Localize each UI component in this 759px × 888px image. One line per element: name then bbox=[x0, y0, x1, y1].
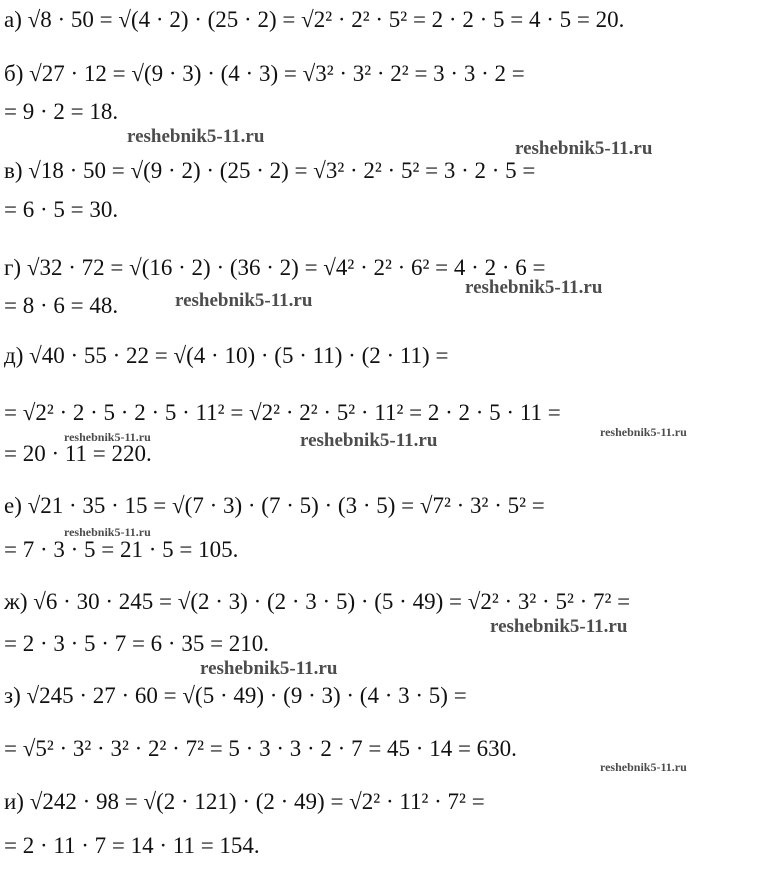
watermark: reshebnik5-11.ru bbox=[515, 138, 653, 159]
solution-line: = 20 · 11 = 220. bbox=[4, 441, 152, 466]
solution-line: ж) √6 · 30 · 245 = √(2 · 3) · (2 · 3 · 5) · (5 · 49) = √2² · 3² · 5² · 7² = bbox=[4, 589, 631, 614]
solution-line: = 9 · 2 = 18. bbox=[4, 99, 119, 124]
watermark: reshebnik5-11.ru bbox=[600, 425, 687, 439]
watermark: reshebnik5-11.ru bbox=[600, 760, 687, 774]
solution-line: и) √242 · 98 = √(2 · 121) · (2 · 49) = √2² · 11² · 7² = bbox=[4, 789, 485, 814]
watermark: reshebnik5-11.ru bbox=[200, 658, 338, 679]
solution-line: е) √21 · 35 · 15 = √(7 · 3) · (7 · 5) · (3 · 5) = √7² · 3² · 5² = bbox=[4, 493, 545, 518]
watermark: reshebnik5-11.ru bbox=[64, 430, 151, 444]
solution-line: = 2 · 3 · 5 · 7 = 6 · 35 = 210. bbox=[4, 631, 270, 656]
watermark: reshebnik5-11.ru bbox=[175, 290, 313, 311]
solution-line: = √2² · 2 · 5 · 2 · 5 · 11² = √2² · 2² · 5² · 11² = 2 · 2 · 5 · 11 = bbox=[4, 400, 561, 425]
solution-line: в) √18 · 50 = √(9 · 2) · (25 · 2) = √3² · 2² · 5² = 3 · 2 · 5 = bbox=[4, 158, 536, 183]
solution-line: = √5² · 3² · 3² · 2² · 7² = 5 · 3 · 3 · 2 · 7 = 45 · 14 = 630. bbox=[4, 736, 517, 761]
watermark: reshebnik5-11.ru bbox=[127, 126, 265, 147]
solution-line: а) √8 · 50 = √(4 · 2) · (25 · 2) = √2² · 2² · 5² = 2 · 2 · 5 = 4 · 5 = 20. bbox=[4, 7, 625, 32]
watermark: reshebnik5-11.ru bbox=[300, 430, 438, 451]
watermark: reshebnik5-11.ru bbox=[64, 525, 151, 539]
solution-line: = 6 · 5 = 30. bbox=[4, 197, 119, 222]
solution-line: д) √40 · 55 · 22 = √(4 · 10) · (5 · 11) · (2 · 11) = bbox=[4, 343, 449, 368]
solution-line: з) √245 · 27 · 60 = √(5 · 49) · (9 · 3) · (4 · 3 · 5) = bbox=[4, 683, 467, 708]
solution-line: = 2 · 11 · 7 = 14 · 11 = 154. bbox=[4, 833, 260, 858]
solution-line: б) √27 · 12 = √(9 · 3) · (4 · 3) = √3² · 3² · 2² = 3 · 3 · 2 = bbox=[4, 61, 525, 86]
watermark: reshebnik5-11.ru bbox=[465, 277, 603, 298]
solution-line: = 7 · 3 · 5 = 21 · 5 = 105. bbox=[4, 537, 239, 562]
watermark: reshebnik5-11.ru bbox=[490, 616, 628, 637]
solution-line: = 8 · 6 = 48. bbox=[4, 293, 119, 318]
solution-line: г) √32 · 72 = √(16 · 2) · (36 · 2) = √4² · 2² · 6² = 4 · 2 · 6 = bbox=[4, 255, 546, 280]
